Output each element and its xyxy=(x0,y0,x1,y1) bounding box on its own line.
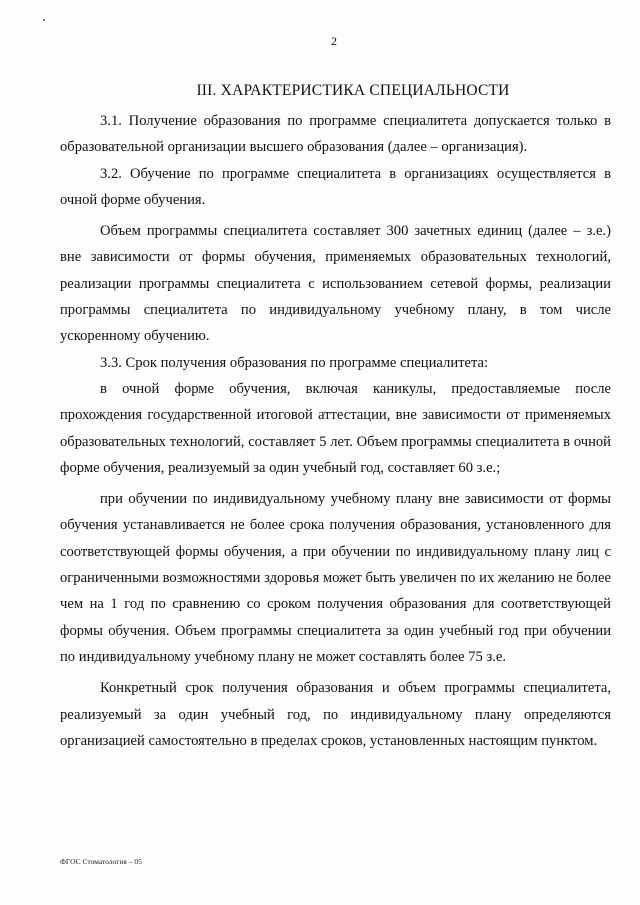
page-number: 2 xyxy=(331,34,337,48)
section-title: III. ХАРАКТЕРИСТИКА СПЕЦИАЛЬНОСТИ xyxy=(196,82,510,99)
paragraph-specific-term: Конкретный срок получения образования и объем программы специалитета, реализуемый за один учебный год, по индивидуальному плану определяются организацией самостоятельно в пределах сроков, установленных настоящим пунктом. xyxy=(60,680,611,749)
document-body xyxy=(60,108,611,754)
scan-speck xyxy=(43,19,45,21)
paragraph-individual-plan: при обучении по индивидуальному учебному плану вне зависимости от формы обучения устанавливается не более срока получения образования, установленного для соответствующей формы обучения, а при обучении по индивидуальному плану лиц с ограниченными возможностями здоровья может быть увеличен по их желанию не более чем на 1 год по сравнению со сроком получения образования для соответствующей формы обучения. Объем программы специалитета за один учебный год при обучении по индивидуальному учебному плану не может составлять более 75 з.е. xyxy=(60,491,611,665)
paragraph-program-volume: Объем программы специалитета составляет 300 зачетных единиц (далее – з.е.) вне зависимости от формы обучения, применяемых образовательных технологий, реализации программы специалитета с использованием сетевой формы, реализации программы специалитета по индивидуальному учебному плану, в том числе ускоренному обучению. xyxy=(60,223,611,345)
paragraph-full-time-term: в очной форме обучения, включая каникулы, предоставляемые после прохождения государственной итоговой аттестации, вне зависимости от применяемых образовательных технологий, составляет 5 лет. Объем программы специалитета в очной форме обучения, реализуемый за один учебный год, составляет 60 з.е.; xyxy=(60,380,611,476)
paragraph-3-1: 3.1. Получение образования по программе специалитета допускается только в образовательной организации высшего образования (далее – организация). xyxy=(60,113,611,156)
footer-label: ФГОС Стоматология – 05 xyxy=(60,857,142,866)
paragraph-3-2: 3.2. Обучение по программе специалитета в организациях осуществляется в очной форме обучения. xyxy=(60,165,611,208)
paragraph-3-3: 3.3. Срок получения образования по программе специалитета: xyxy=(100,354,489,371)
